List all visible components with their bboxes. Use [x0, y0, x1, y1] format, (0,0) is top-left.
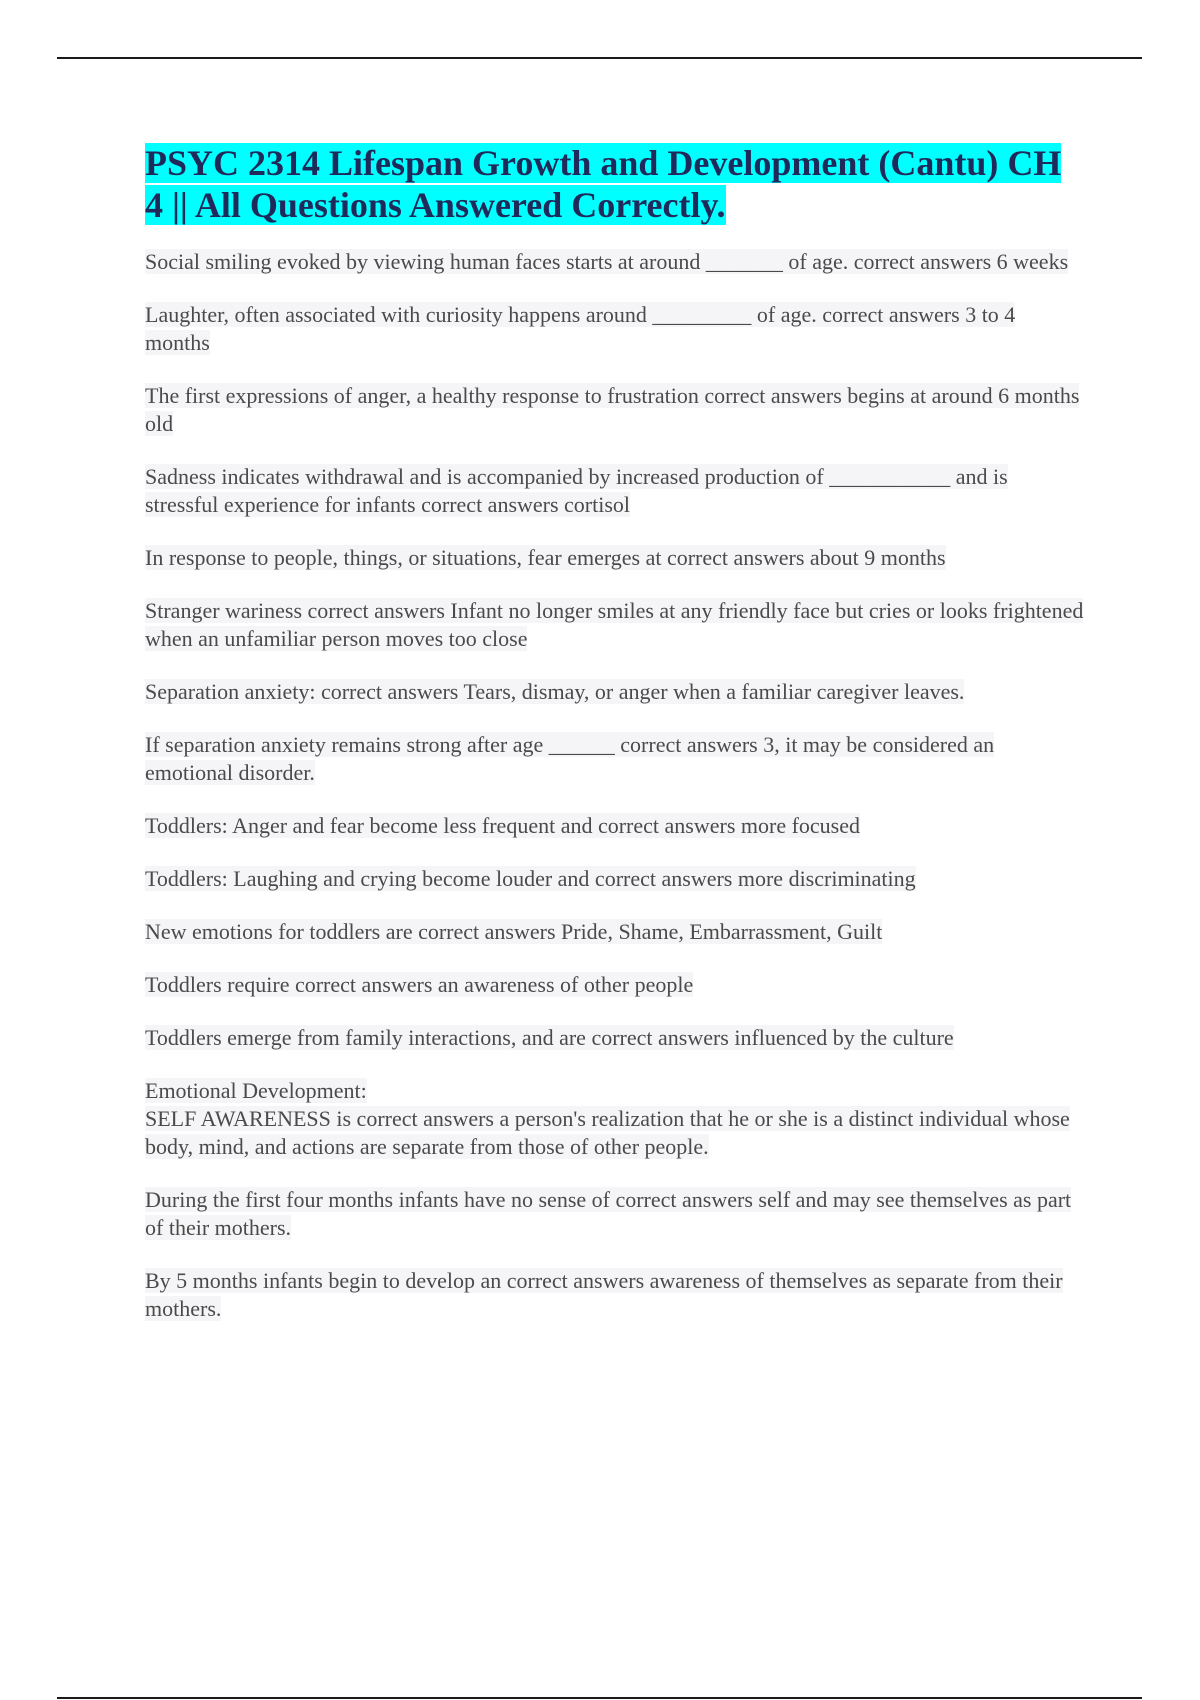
self-awareness-text: SELF AWARENESS is correct answers a person's realization that he or she is a distinct individual whose body, mind, and actions are separate from those of other people. [145, 1106, 1070, 1159]
qa-item [145, 597, 1085, 653]
qa-item [145, 812, 1085, 840]
emotional-development-heading: Emotional Development: [145, 1078, 367, 1103]
qa-text: Laughter, often associated with curiosity happens around _________ of age. correct answers 3 to 4 months [145, 302, 1016, 355]
qa-text: Social smiling evoked by viewing human faces starts at around _______ of age. correct answers 6 weeks [145, 249, 1069, 274]
document-title [145, 142, 1085, 226]
qa-item [145, 382, 1085, 438]
emotional-development-item [145, 1077, 1085, 1161]
top-rule [57, 57, 1142, 59]
qa-text: If separation anxiety remains strong after age ______ correct answers 3, it may be considered an emotional disorder. [145, 732, 995, 785]
qa-text: Toddlers require correct answers an awareness of other people [145, 972, 694, 997]
qa-item [145, 1267, 1085, 1323]
qa-text: New emotions for toddlers are correct answers Pride, Shame, Embarrassment, Guilt [145, 919, 883, 944]
qa-text: Separation anxiety: correct answers Tears, dismay, or anger when a familiar caregiver leaves. [145, 679, 965, 704]
qa-text: Toddlers: Anger and fear become less frequent and correct answers more focused [145, 813, 860, 838]
qa-text: The first expressions of anger, a healthy response to frustration correct answers begins at around 6 months old [145, 383, 1080, 436]
qa-item [145, 865, 1085, 893]
qa-text: Toddlers: Laughing and crying become louder and correct answers more discriminating [145, 866, 916, 891]
qa-text: Sadness indicates withdrawal and is accompanied by increased production of ___________ and is stressful experience for infants correct answers cortisol [145, 464, 1008, 517]
qa-item [145, 544, 1085, 572]
qa-text: By 5 months infants begin to develop an correct answers awareness of themselves as separate from their mothers. [145, 1268, 1063, 1321]
qa-text: In response to people, things, or situations, fear emerges at correct answers about 9 months [145, 545, 946, 570]
qa-text: Stranger wariness correct answers Infant no longer smiles at any friendly face but cries or looks frightened when an unfamiliar person moves too close [145, 598, 1084, 651]
qa-item [145, 731, 1085, 787]
qa-item [145, 301, 1085, 357]
qa-item [145, 678, 1085, 706]
qa-item [145, 1186, 1085, 1242]
bottom-rule [57, 1697, 1142, 1699]
qa-item [145, 1024, 1085, 1052]
qa-text: During the first four months infants have no sense of correct answers self and may see themselves as part of their mothers. [145, 1187, 1072, 1240]
document-body [145, 142, 1085, 1348]
qa-item [145, 971, 1085, 999]
qa-item [145, 463, 1085, 519]
qa-item [145, 918, 1085, 946]
qa-text: Toddlers emerge from family interactions, and are correct answers influenced by the culture [145, 1025, 954, 1050]
qa-item [145, 248, 1085, 276]
title-highlight: PSYC 2314 Lifespan Growth and Development (Cantu) CH 4 || All Questions Answered Correctly. [145, 143, 1062, 225]
